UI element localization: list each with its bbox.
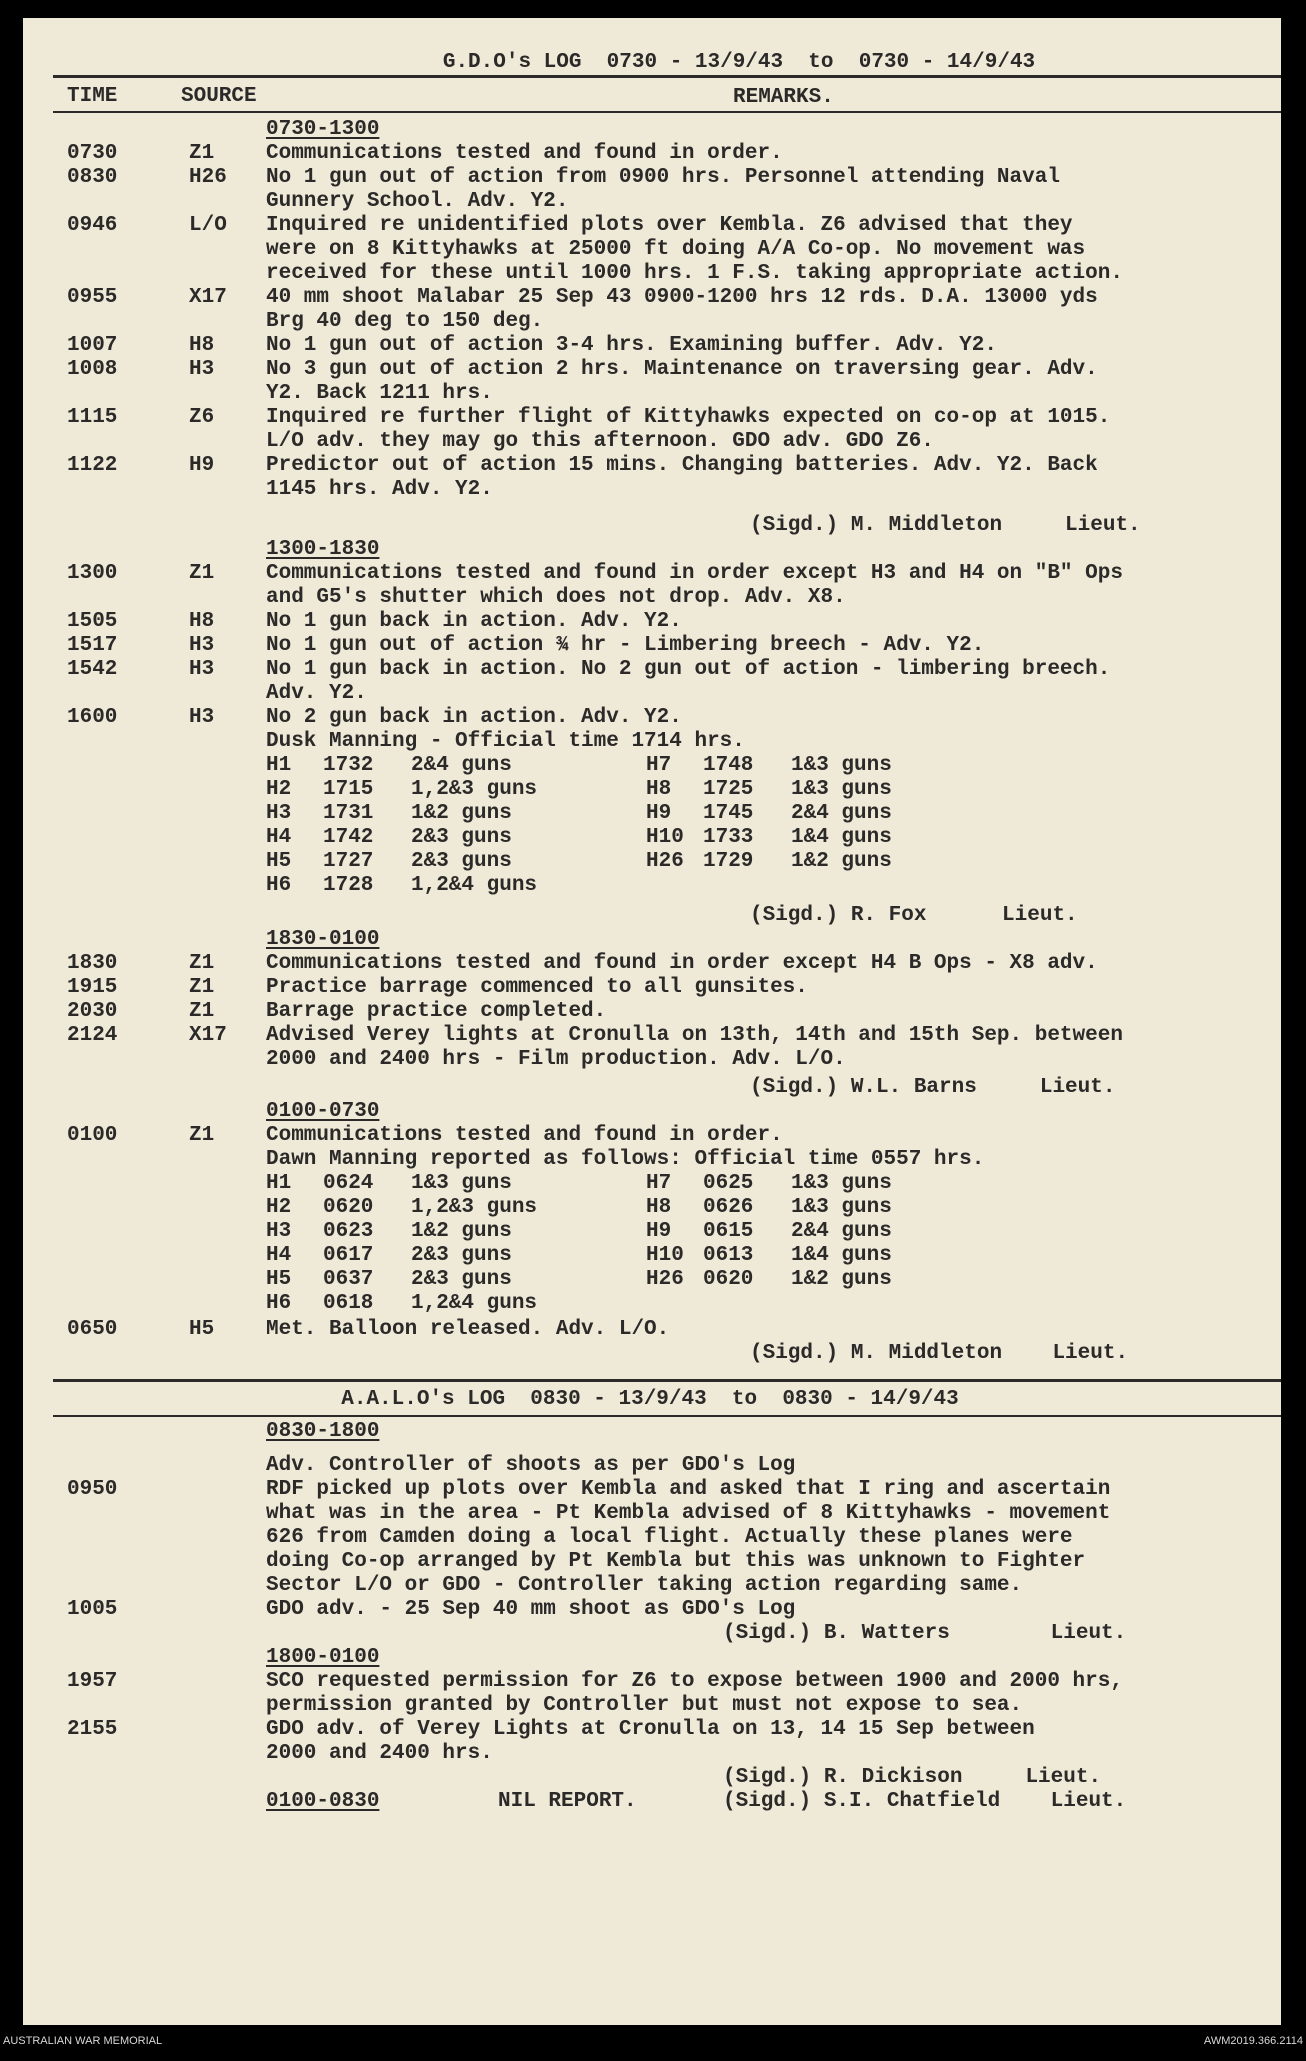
- entry-time: 1542: [67, 658, 118, 681]
- manning-time: 1725: [703, 778, 754, 801]
- manning-time: 0615: [703, 1220, 754, 1243]
- period-heading: 0730-1300: [266, 118, 380, 141]
- manning-guns: 1&3 guns: [791, 1172, 892, 1195]
- manning-site: H10: [646, 1244, 684, 1267]
- manning-guns: 1&4 guns: [791, 1244, 892, 1267]
- entry-remark: received for these until 1000 hrs. 1 F.S. taking appropriate action.: [266, 262, 1123, 285]
- entry-remark: 626 from Camden doing a local flight. Actually these planes were: [266, 1526, 1073, 1549]
- manning-guns: 1,2&4 guns: [411, 1292, 538, 1315]
- manning-site: H5: [266, 1268, 292, 1291]
- entry-remark: No 1 gun out of action 3-4 hrs. Examining buffer. Adv. Y2.: [266, 334, 997, 357]
- manning-guns: 2&4 guns: [791, 1220, 892, 1243]
- entry-remark: L/O adv. they may go this afternoon. GDO adv. GDO Z6.: [266, 430, 934, 453]
- gdo-log-title: G.D.O's LOG 0730 - 13/9/43 to 0730 - 14/9/43: [442, 51, 1036, 74]
- entry-source: H3: [189, 358, 215, 381]
- manning-guns: 2&3 guns: [411, 850, 512, 873]
- footer-credit: AUSTRALIAN WAR MEMORIAL: [3, 2035, 163, 2047]
- signature: (Sigd.) W.L. Barns Lieut.: [750, 1076, 1116, 1099]
- entry-remark: 40 mm shoot Malabar 25 Sep 43 0900-1200 hrs 12 rds. D.A. 13000 yds: [266, 286, 1098, 309]
- period-heading: 1800-0100: [266, 1646, 380, 1669]
- manning-time: 1731: [323, 802, 374, 825]
- entry-source: H8: [189, 610, 215, 633]
- column-header-source: SOURCE: [181, 85, 257, 108]
- entry-source: Z6: [189, 406, 215, 429]
- header-rule: [53, 111, 1281, 113]
- manning-guns: 2&3 guns: [411, 1244, 512, 1267]
- manning-guns: 1&3 guns: [791, 778, 892, 801]
- entry-remark: SCO requested permission for Z6 to expose between 1900 and 2000 hrs,: [266, 1670, 1123, 1693]
- manning-guns: 1&2 guns: [791, 850, 892, 873]
- entry-source: H9: [189, 454, 215, 477]
- manning-site: H8: [646, 778, 672, 801]
- manning-guns: 1&2 guns: [411, 802, 512, 825]
- entry-remark: Advised Verey lights at Cronulla on 13th, 14th and 15th Sep. between: [266, 1024, 1123, 1047]
- entry-remark: Met. Balloon released. Adv. L/O.: [266, 1318, 670, 1341]
- period-heading: 0830-1800: [266, 1420, 380, 1443]
- entry-remark: No 1 gun out of action ¾ hr - Limbering breech - Adv. Y2.: [266, 634, 985, 657]
- entry-time: 2155: [67, 1718, 118, 1741]
- manning-site: H3: [266, 1220, 292, 1243]
- manning-site: H1: [266, 1172, 292, 1195]
- manning-site: H2: [266, 778, 292, 801]
- manning-guns: 1&3 guns: [791, 1196, 892, 1219]
- entry-source: X17: [189, 1024, 227, 1047]
- manning-guns: 1&2 guns: [791, 1268, 892, 1291]
- manning-guns: 1,2&4 guns: [411, 874, 538, 897]
- manning-time: 1727: [323, 850, 374, 873]
- manning-time: 1745: [703, 802, 754, 825]
- manning-site: H3: [266, 802, 292, 825]
- manning-guns: 1&2 guns: [411, 1220, 512, 1243]
- entry-source: H3: [189, 634, 215, 657]
- entry-remark: Practice barrage commenced to all gunsites.: [266, 976, 808, 999]
- entry-time: 0950: [67, 1478, 118, 1501]
- signature: (Sigd.) S.I. Chatfield Lieut.: [723, 1790, 1127, 1813]
- entry-time: 1517: [67, 634, 118, 657]
- entry-source: X17: [189, 286, 227, 309]
- period-heading: 1830-0100: [266, 928, 380, 951]
- manning-guns: 2&3 guns: [411, 826, 512, 849]
- entry-remark: No 1 gun out of action from 0900 hrs. Personnel attending Naval: [266, 166, 1060, 189]
- nil-report: NIL REPORT.: [498, 1790, 637, 1813]
- top-rule: [53, 75, 1281, 78]
- entry-source: Z1: [189, 1000, 215, 1023]
- entry-time: 1005: [67, 1598, 118, 1621]
- period-heading: 1300-1830: [266, 538, 380, 561]
- entry-time: 1300: [67, 562, 118, 585]
- manning-guns: 2&4 guns: [791, 802, 892, 825]
- entry-remark: Adv. Y2.: [266, 682, 367, 705]
- entry-remark: 2000 and 2400 hrs.: [266, 1742, 493, 1765]
- entry-time: 1007: [67, 334, 118, 357]
- section-rule-bottom: [53, 1415, 1281, 1417]
- entry-remark: Gunnery School. Adv. Y2.: [266, 190, 569, 213]
- manning-time: 0613: [703, 1244, 754, 1267]
- entry-remark: No 1 gun back in action. No 2 gun out of action - limbering breech.: [266, 658, 1111, 681]
- signature: (Sigd.) R. Dickison Lieut.: [723, 1766, 1102, 1789]
- manning-guns: 2&3 guns: [411, 1268, 512, 1291]
- entry-remark: Inquired re unidentified plots over Kembla. Z6 advised that they: [266, 214, 1073, 237]
- entry-remark: doing Co-op arranged by Pt Kembla but this was unknown to Fighter: [266, 1550, 1086, 1573]
- entry-remark: and G5's shutter which does not drop. Adv. X8.: [266, 586, 846, 609]
- manning-site: H4: [266, 1244, 292, 1267]
- column-header-remarks: REMARKS.: [733, 86, 834, 109]
- manning-site: H26: [646, 850, 684, 873]
- entry-time: 1600: [67, 706, 118, 729]
- signature: (Sigd.) R. Fox Lieut.: [750, 904, 1078, 927]
- entry-remark: 1145 hrs. Adv. Y2.: [266, 478, 493, 501]
- entry-remark: Communications tested and found in order except H4 B Ops - X8 adv.: [266, 952, 1098, 975]
- document-page: [23, 18, 1281, 2025]
- entry-remark: Communications tested and found in order.: [266, 142, 783, 165]
- manning-time: 1729: [703, 850, 754, 873]
- period-heading: 0100-0830: [266, 1790, 380, 1813]
- entry-time: 1122: [67, 454, 118, 477]
- manning-site: H4: [266, 826, 292, 849]
- footer-accession-number: AWM2019.366.2114: [1203, 2035, 1303, 2047]
- manning-guns: 1&3 guns: [791, 754, 892, 777]
- entry-remark: No 2 gun back in action. Adv. Y2.: [266, 706, 682, 729]
- manning-site: H9: [646, 802, 672, 825]
- entry-source: H5: [189, 1318, 215, 1341]
- entry-remark: Predictor out of action 15 mins. Changing batteries. Adv. Y2. Back: [266, 454, 1098, 477]
- entry-time: 2030: [67, 1000, 118, 1023]
- entry-remark: GDO adv. - 25 Sep 40 mm shoot as GDO's Log: [266, 1598, 796, 1621]
- entry-remark: Inquired re further flight of Kittyhawks expected on co-op at 1015.: [266, 406, 1111, 429]
- period-heading: 0100-0730: [266, 1100, 380, 1123]
- manning-guns: 1,2&3 guns: [411, 778, 538, 801]
- manning-guns: 1,2&3 guns: [411, 1196, 538, 1219]
- manning-guns: 2&4 guns: [411, 754, 512, 777]
- entry-source: Z1: [189, 976, 215, 999]
- manning-time: 0626: [703, 1196, 754, 1219]
- entry-time: 1115: [67, 406, 118, 429]
- manning-time: 0620: [703, 1268, 754, 1291]
- entry-source: H3: [189, 706, 215, 729]
- entry-time: 1915: [67, 976, 118, 999]
- entry-time: 0100: [67, 1124, 118, 1147]
- entry-time: 0730: [67, 142, 118, 165]
- entry-source: Z1: [189, 562, 215, 585]
- entry-remark: permission granted by Controller but must not expose to sea.: [266, 1694, 1023, 1717]
- entry-time: 0830: [67, 166, 118, 189]
- manning-site: H10: [646, 826, 684, 849]
- entry-remark: No 1 gun back in action. Adv. Y2.: [266, 610, 682, 633]
- manning-time: 0620: [323, 1196, 374, 1219]
- manning-site: H6: [266, 874, 292, 897]
- section-rule-top: [53, 1379, 1281, 1382]
- entry-remark: 2000 and 2400 hrs - Film production. Adv. L/O.: [266, 1048, 846, 1071]
- signature: (Sigd.) B. Watters Lieut.: [723, 1622, 1127, 1645]
- entry-remark: Communications tested and found in order.: [266, 1124, 783, 1147]
- entry-remark: GDO adv. of Verey Lights at Cronulla on 13, 14 15 Sep between: [266, 1718, 1035, 1741]
- entry-time: 0946: [67, 214, 118, 237]
- manning-site: H2: [266, 1196, 292, 1219]
- entry-remark: Dusk Manning - Official time 1714 hrs.: [266, 730, 745, 753]
- entry-remark: were on 8 Kittyhawks at 25000 ft doing A/A Co-op. No movement was: [266, 238, 1086, 261]
- manning-site: H9: [646, 1220, 672, 1243]
- entry-time: 1957: [67, 1670, 118, 1693]
- manning-site: H5: [266, 850, 292, 873]
- manning-time: 0624: [323, 1172, 374, 1195]
- manning-guns: 1&3 guns: [411, 1172, 512, 1195]
- entry-remark: RDF picked up plots over Kembla and asked that I ring and ascertain: [266, 1478, 1111, 1501]
- entry-remark: what was in the area - Pt Kembla advised of 8 Kittyhawks - movement: [266, 1502, 1111, 1525]
- manning-time: 0617: [323, 1244, 374, 1267]
- entry-remark: Adv. Controller of shoots as per GDO's Log: [266, 1454, 796, 1477]
- entry-time: 0955: [67, 286, 118, 309]
- entry-remark: Brg 40 deg to 150 deg.: [266, 310, 544, 333]
- entry-source: Z1: [189, 142, 215, 165]
- manning-site: H26: [646, 1268, 684, 1291]
- manning-time: 1742: [323, 826, 374, 849]
- manning-time: 0623: [323, 1220, 374, 1243]
- manning-guns: 1&4 guns: [791, 826, 892, 849]
- entry-source: H26: [189, 166, 227, 189]
- entry-remark: Dawn Manning reported as follows: Official time 0557 hrs.: [266, 1148, 985, 1171]
- aalo-log-title: A.A.L.O's LOG 0830 - 13/9/43 to 0830 - 14/9/43: [341, 1388, 959, 1411]
- entry-time: 2124: [67, 1024, 118, 1047]
- column-header-time: TIME: [67, 85, 118, 108]
- manning-time: 0618: [323, 1292, 374, 1315]
- manning-time: 1728: [323, 874, 374, 897]
- entry-source: Z1: [189, 1124, 215, 1147]
- entry-remark: No 3 gun out of action 2 hrs. Maintenance on traversing gear. Adv.: [266, 358, 1098, 381]
- entry-source: H8: [189, 334, 215, 357]
- manning-time: 0625: [703, 1172, 754, 1195]
- manning-site: H1: [266, 754, 292, 777]
- manning-site: H7: [646, 754, 672, 777]
- entry-time: 1505: [67, 610, 118, 633]
- manning-site: H8: [646, 1196, 672, 1219]
- manning-time: 1732: [323, 754, 374, 777]
- entry-source: L/O: [189, 214, 227, 237]
- entry-time: 0650: [67, 1318, 118, 1341]
- entry-time: 1008: [67, 358, 118, 381]
- entry-source: H3: [189, 658, 215, 681]
- entry-remark: Communications tested and found in order except H3 and H4 on "B" Ops: [266, 562, 1123, 585]
- entry-source: Z1: [189, 952, 215, 975]
- entry-time: 1830: [67, 952, 118, 975]
- entry-remark: Barrage practice completed.: [266, 1000, 607, 1023]
- manning-site: H7: [646, 1172, 672, 1195]
- signature: (Sigd.) M. Middleton Lieut.: [750, 1342, 1129, 1365]
- signature: (Sigd.) M. Middleton Lieut.: [750, 514, 1141, 537]
- manning-time: 0637: [323, 1268, 374, 1291]
- entry-remark: Sector L/O or GDO - Controller taking action regarding same.: [266, 1574, 1023, 1597]
- manning-time: 1748: [703, 754, 754, 777]
- manning-time: 1715: [323, 778, 374, 801]
- manning-time: 1733: [703, 826, 754, 849]
- entry-remark: Y2. Back 1211 hrs.: [266, 382, 493, 405]
- manning-site: H6: [266, 1292, 292, 1315]
